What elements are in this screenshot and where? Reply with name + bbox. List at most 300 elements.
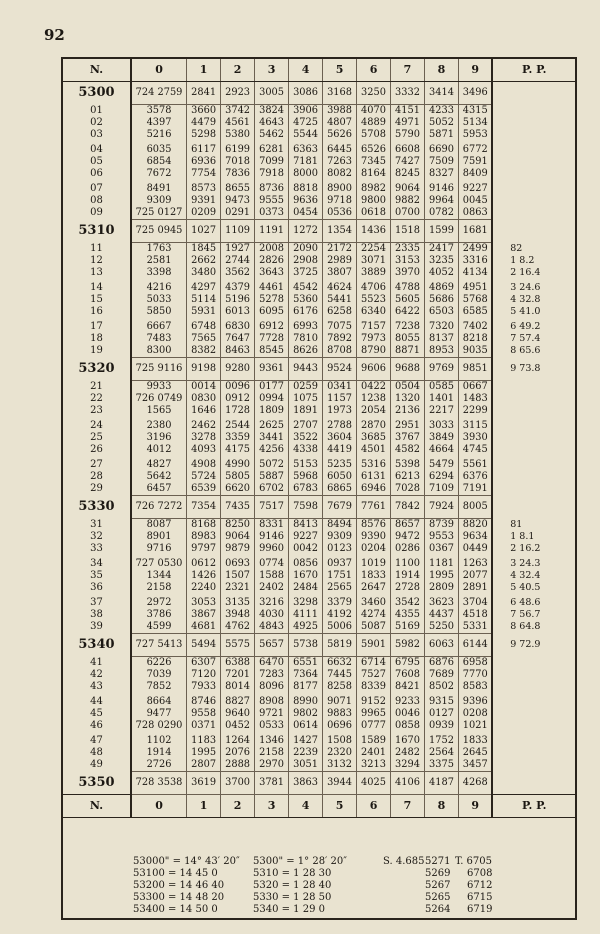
- value-cell: 726 0749: [131, 393, 187, 405]
- value-cell: 8463: [221, 345, 255, 358]
- value-cell: 6258: [323, 306, 357, 318]
- value-cell: 3496: [458, 82, 492, 105]
- proportional-part: 5 41.0: [510, 306, 541, 317]
- value-cell: 9883: [323, 708, 357, 720]
- value-cell: 3457: [458, 759, 492, 772]
- value-cell: 0042: [289, 543, 323, 555]
- proportional-parts-cell: [492, 496, 575, 519]
- proportional-parts-cell: [492, 772, 575, 795]
- value-cell: 7201: [221, 669, 255, 681]
- value-cell: 4788: [391, 279, 425, 294]
- value-cell: 7509: [425, 156, 459, 168]
- table-row: [63, 483, 575, 496]
- value-cell: 2076: [221, 747, 255, 759]
- value-cell: 4561: [221, 117, 255, 129]
- value-cell: 5982: [391, 634, 425, 657]
- value-cell: 5033: [131, 294, 187, 306]
- value-cell: 7728: [255, 333, 289, 345]
- value-cell: 3742: [221, 105, 255, 118]
- proportional-parts-cell: [492, 582, 575, 594]
- footer-cell: 3: [255, 795, 289, 818]
- value-cell: 8055: [391, 333, 425, 345]
- value-cell: 5901: [357, 634, 391, 657]
- value-cell: 4745: [458, 444, 492, 456]
- value-cell: 6585: [458, 306, 492, 318]
- value-cell: 5052: [425, 117, 459, 129]
- value-cell: 2891: [458, 582, 492, 594]
- value-cell: 3781: [255, 772, 289, 795]
- value-cell: 3660: [187, 105, 221, 118]
- value-cell: 0096: [221, 381, 255, 394]
- value-cell: 6363: [289, 141, 323, 156]
- value-cell: 0373: [255, 207, 289, 220]
- value-cell: 7238: [391, 318, 425, 333]
- row-number: 18: [90, 333, 103, 344]
- value-cell: 7836: [221, 168, 255, 180]
- value-cell: 8245: [391, 168, 425, 180]
- value-cell: 4151: [391, 105, 425, 118]
- table-row: [63, 141, 575, 156]
- value-cell: 3807: [323, 267, 357, 279]
- value-cell: 1507: [221, 570, 255, 582]
- value-cell: 6281: [255, 141, 289, 156]
- value-cell: 4355: [391, 609, 425, 621]
- value-cell: 3053: [187, 594, 221, 609]
- conversion-block: [63, 852, 575, 918]
- value-cell: 2462: [187, 417, 221, 432]
- row-number: 21: [90, 380, 103, 392]
- value-cell: 4233: [425, 105, 459, 118]
- value-cell: 2090: [289, 243, 323, 256]
- value-cell: 4582: [391, 444, 425, 456]
- value-cell: 0291: [221, 207, 255, 220]
- row-number: 5310: [78, 223, 115, 238]
- value-cell: 5819: [323, 634, 357, 657]
- value-cell: 2647: [357, 582, 391, 594]
- value-cell: 4889: [357, 117, 391, 129]
- value-cell: 3685: [357, 432, 391, 444]
- table-row: [63, 594, 575, 609]
- proportional-part: 6 49.2: [510, 321, 541, 332]
- value-cell: 3578: [131, 105, 187, 118]
- value-cell: 4192: [323, 609, 357, 621]
- sine-value: 5265: [425, 892, 451, 903]
- value-cell: 4624: [323, 279, 357, 294]
- value-cell: 3132: [323, 759, 357, 772]
- value-cell: 1102: [131, 732, 187, 747]
- value-cell: 6445: [323, 141, 357, 156]
- value-cell: 2217: [425, 405, 459, 417]
- value-cell: 3086: [289, 82, 323, 105]
- proportional-parts-cell: [492, 267, 575, 279]
- value-cell: 6690: [425, 141, 459, 156]
- proportional-parts-cell: [492, 82, 575, 105]
- value-cell: 8900: [323, 180, 357, 195]
- value-cell: 8300: [131, 345, 187, 358]
- row-number: 12: [90, 255, 103, 266]
- value-cell: 3213: [357, 759, 391, 772]
- value-cell: 7028: [391, 483, 425, 496]
- value-cell: 8137: [425, 333, 459, 345]
- value-cell: 1238: [357, 393, 391, 405]
- proportional-part: 2 16.4: [510, 267, 541, 278]
- value-cell: 9524: [323, 358, 357, 381]
- value-cell: 3332: [391, 82, 425, 105]
- value-cell: 8990: [289, 693, 323, 708]
- value-cell: 5605: [391, 294, 425, 306]
- proportional-parts-cell: [492, 381, 575, 394]
- value-cell: 2158: [255, 747, 289, 759]
- proportional-part: 4 32.8: [510, 294, 541, 305]
- value-cell: 1191: [255, 220, 289, 243]
- value-cell: 8708: [323, 345, 357, 358]
- value-cell: 7973: [357, 333, 391, 345]
- value-cell: 8820: [458, 519, 492, 532]
- footer-cell: 8: [425, 795, 459, 818]
- value-cell: 3542: [391, 594, 425, 609]
- value-cell: 4501: [357, 444, 391, 456]
- value-cell: 0209: [187, 207, 221, 220]
- footer-cell: P. P.: [492, 795, 575, 818]
- proportional-parts-cell: [492, 747, 575, 759]
- value-cell: 5169: [391, 621, 425, 634]
- value-cell: 8000: [289, 168, 323, 180]
- value-cell: 8014: [221, 681, 255, 693]
- proportional-part: 4 32.4: [510, 570, 541, 581]
- value-cell: 8218: [458, 333, 492, 345]
- value-cell: 4869: [425, 279, 459, 294]
- value-cell: 7647: [221, 333, 255, 345]
- row-number: 47: [90, 735, 103, 746]
- value-cell: 6226: [131, 657, 187, 670]
- value-cell: 7263: [323, 156, 357, 168]
- proportional-parts-cell: [492, 255, 575, 267]
- footer-row: [63, 795, 575, 818]
- value-cell: 9473: [221, 195, 255, 207]
- value-cell: 7761: [357, 496, 391, 519]
- value-cell: 0696: [323, 720, 357, 732]
- proportional-parts-cell: [492, 117, 575, 129]
- table-row: [63, 318, 575, 333]
- value-cell: 1426: [187, 570, 221, 582]
- value-cell: 5523: [357, 294, 391, 306]
- value-cell: 8382: [187, 345, 221, 358]
- value-cell: 5380: [221, 129, 255, 141]
- row-number: 32: [90, 531, 103, 542]
- proportional-part: 1 8.2: [510, 255, 535, 266]
- value-cell: 2158: [131, 582, 187, 594]
- value-cell: 5931: [187, 306, 221, 318]
- value-cell: 6539: [187, 483, 221, 496]
- value-cell: 4216: [131, 279, 187, 294]
- value-cell: 1809: [255, 405, 289, 417]
- value-cell: 5479: [425, 456, 459, 471]
- value-cell: 9718: [323, 195, 357, 207]
- value-cell: 1021: [458, 720, 492, 732]
- value-cell: 0341: [323, 381, 357, 394]
- table-row: [63, 333, 575, 345]
- value-cell: 3988: [323, 105, 357, 118]
- value-cell: 728 3538: [131, 772, 187, 795]
- value-cell: 4971: [391, 117, 425, 129]
- proportional-parts-cell: [492, 306, 575, 318]
- value-cell: 3398: [131, 267, 187, 279]
- value-cell: 2972: [131, 594, 187, 609]
- value-cell: 4093: [187, 444, 221, 456]
- value-cell: 6131: [357, 471, 391, 483]
- value-cell: 2728: [391, 582, 425, 594]
- value-cell: 8901: [131, 531, 187, 543]
- value-cell: 0536: [323, 207, 357, 220]
- value-cell: 7842: [391, 496, 425, 519]
- value-cell: 8491: [131, 180, 187, 195]
- value-cell: 4338: [289, 444, 323, 456]
- value-cell: 0856: [289, 555, 323, 570]
- value-cell: 1891: [289, 405, 323, 417]
- value-cell: 9558: [187, 708, 221, 720]
- value-cell: 5544: [289, 129, 323, 141]
- value-cell: 2726: [131, 759, 187, 772]
- value-cell: 4990: [221, 456, 255, 471]
- value-cell: 3071: [357, 255, 391, 267]
- value-cell: 9636: [289, 195, 323, 207]
- table-row: [63, 417, 575, 432]
- table-row: [63, 129, 575, 141]
- value-cell: 8739: [425, 519, 459, 532]
- value-cell: 6470: [255, 657, 289, 670]
- value-cell: 3153: [391, 255, 425, 267]
- value-cell: 7320: [425, 318, 459, 333]
- value-cell: 6702: [255, 483, 289, 496]
- value-cell: 4951: [458, 279, 492, 294]
- value-cell: 9071: [323, 693, 357, 708]
- sine-value: 5271: [425, 856, 451, 867]
- value-cell: 1589: [357, 732, 391, 747]
- value-cell: 0782: [425, 207, 459, 220]
- value-cell: 4070: [357, 105, 391, 118]
- value-cell: 4725: [289, 117, 323, 129]
- value-cell: 9555: [255, 195, 289, 207]
- header-cell: 8: [425, 59, 459, 82]
- value-cell: 7517: [255, 496, 289, 519]
- value-cell: 1401: [425, 393, 459, 405]
- value-cell: 7933: [187, 681, 221, 693]
- footer-cell: 2: [221, 795, 255, 818]
- value-cell: 2136: [391, 405, 425, 417]
- row-number: 49: [90, 759, 103, 771]
- value-cell: 0371: [187, 720, 221, 732]
- value-cell: 1019: [357, 555, 391, 570]
- value-cell: 8655: [221, 180, 255, 195]
- value-cell: 7770: [458, 669, 492, 681]
- table-row: [63, 405, 575, 417]
- value-cell: 3725: [289, 267, 323, 279]
- value-cell: 0774: [255, 555, 289, 570]
- value-cell: 3604: [323, 432, 357, 444]
- value-cell: 2565: [323, 582, 357, 594]
- row-number: 23: [90, 405, 103, 416]
- value-cell: 2788: [323, 417, 357, 432]
- table-row: [63, 345, 575, 358]
- value-cell: 0912: [221, 393, 255, 405]
- value-cell: 2951: [391, 417, 425, 432]
- value-cell: 8573: [187, 180, 221, 195]
- value-cell: 9477: [131, 708, 187, 720]
- row-number: 34: [90, 558, 103, 569]
- proportional-parts-cell: [492, 594, 575, 609]
- value-cell: 5398: [391, 456, 425, 471]
- value-cell: 2054: [357, 405, 391, 417]
- value-cell: 1927: [221, 243, 255, 256]
- value-cell: 8005: [458, 496, 492, 519]
- value-cell: 7483: [131, 333, 187, 345]
- value-cell: 4315: [458, 105, 492, 118]
- value-cell: 2841: [187, 82, 221, 105]
- table-row: [63, 117, 575, 129]
- value-cell: 6608: [391, 141, 425, 156]
- row-number: 48: [90, 747, 103, 758]
- value-cell: 2564: [425, 747, 459, 759]
- value-cell: 1109: [221, 220, 255, 243]
- value-cell: 2380: [131, 417, 187, 432]
- value-cell: 8818: [289, 180, 323, 195]
- value-cell: 0614: [289, 720, 323, 732]
- value-cell: 3863: [289, 772, 323, 795]
- header-cell: 9: [458, 59, 492, 82]
- value-cell: 3115: [458, 417, 492, 432]
- value-cell: 9960: [255, 543, 289, 555]
- row-number: 17: [90, 321, 103, 332]
- value-cell: 0937: [323, 555, 357, 570]
- value-cell: 6035: [131, 141, 187, 156]
- value-cell: 8827: [221, 693, 255, 708]
- proportional-parts-cell: [492, 657, 575, 670]
- proportional-parts-cell: [492, 519, 575, 532]
- value-cell: 0939: [425, 720, 459, 732]
- value-cell: 8545: [255, 345, 289, 358]
- value-cell: 1763: [131, 243, 187, 256]
- value-cell: 5887: [255, 471, 289, 483]
- value-cell: 9396: [458, 693, 492, 708]
- value-cell: 9064: [221, 531, 255, 543]
- proportional-part: 1 8.1: [510, 531, 535, 542]
- value-cell: 8983: [187, 531, 221, 543]
- value-cell: 4134: [458, 267, 492, 279]
- proportional-parts-cell: [492, 634, 575, 657]
- value-cell: 4807: [323, 117, 357, 129]
- arc-conversion: 5310 = 1 28 30: [253, 868, 332, 879]
- log-table: [63, 59, 575, 818]
- value-cell: 725 0945: [131, 220, 187, 243]
- proportional-parts-cell: [492, 333, 575, 345]
- value-cell: 5298: [187, 129, 221, 141]
- value-cell: 6620: [221, 483, 255, 496]
- value-cell: 3278: [187, 432, 221, 444]
- value-cell: 1346: [255, 732, 289, 747]
- value-cell: 6307: [187, 657, 221, 670]
- value-cell: 0204: [357, 543, 391, 555]
- sine-value: 5267: [425, 880, 451, 891]
- value-cell: 6340: [357, 306, 391, 318]
- proportional-part: 9 73.8: [510, 363, 541, 374]
- value-cell: 2826: [255, 255, 289, 267]
- value-cell: 3033: [425, 417, 459, 432]
- footer-cell: N.: [63, 795, 131, 818]
- value-cell: 9879: [221, 543, 255, 555]
- proportional-parts-cell: [492, 129, 575, 141]
- proportional-part: 2 16.2: [510, 543, 541, 554]
- value-cell: 2299: [458, 405, 492, 417]
- table-row: [63, 168, 575, 180]
- value-cell: 7109: [425, 483, 459, 496]
- proportional-parts-cell: [492, 759, 575, 772]
- value-cell: 4379: [221, 279, 255, 294]
- value-cell: 3294: [391, 759, 425, 772]
- value-cell: 2744: [221, 255, 255, 267]
- value-cell: 9309: [131, 195, 187, 207]
- footer-cell: 1: [187, 795, 221, 818]
- value-cell: 8339: [357, 681, 391, 693]
- value-cell: 8413: [289, 519, 323, 532]
- row-number: 22: [90, 393, 103, 404]
- value-cell: 3948: [221, 609, 255, 621]
- footer-cell: 4: [289, 795, 323, 818]
- table-row: [63, 609, 575, 621]
- proportional-part: 3 24.6: [510, 282, 541, 293]
- value-cell: 3562: [221, 267, 255, 279]
- value-cell: 9933: [131, 381, 187, 394]
- value-cell: 4175: [221, 444, 255, 456]
- value-cell: 4664: [425, 444, 459, 456]
- value-cell: 7852: [131, 681, 187, 693]
- value-cell: 3168: [323, 82, 357, 105]
- value-cell: 9965: [357, 708, 391, 720]
- footer-cell: 9: [458, 795, 492, 818]
- value-cell: 4297: [187, 279, 221, 294]
- value-cell: 1183: [187, 732, 221, 747]
- value-cell: 7120: [187, 669, 221, 681]
- table-row: [63, 657, 575, 670]
- value-cell: 1914: [391, 570, 425, 582]
- value-cell: 1588: [255, 570, 289, 582]
- arc-conversion: 53200 = 14 46 40: [133, 880, 225, 891]
- value-cell: 6063: [425, 634, 459, 657]
- value-cell: 1508: [323, 732, 357, 747]
- value-cell: 7039: [131, 669, 187, 681]
- value-cell: 2870: [357, 417, 391, 432]
- value-cell: 6865: [323, 483, 357, 496]
- value-cell: 5953: [458, 129, 492, 141]
- proportional-parts-cell: [492, 294, 575, 306]
- value-cell: 2321: [221, 582, 255, 594]
- value-cell: 2809: [425, 582, 459, 594]
- value-cell: 8583: [458, 681, 492, 693]
- proportional-parts-cell: [492, 141, 575, 156]
- value-cell: 9064: [391, 180, 425, 195]
- value-cell: 6095: [255, 306, 289, 318]
- value-cell: 4925: [289, 621, 323, 634]
- row-number: 35: [90, 570, 103, 581]
- value-cell: 4643: [255, 117, 289, 129]
- value-cell: 3522: [289, 432, 323, 444]
- proportional-parts-cell: [492, 180, 575, 195]
- value-cell: 725 0127: [131, 207, 187, 220]
- header-row: [63, 59, 575, 82]
- value-cell: 9233: [391, 693, 425, 708]
- value-cell: 8082: [323, 168, 357, 180]
- value-cell: 0533: [255, 720, 289, 732]
- value-cell: 1100: [391, 555, 425, 570]
